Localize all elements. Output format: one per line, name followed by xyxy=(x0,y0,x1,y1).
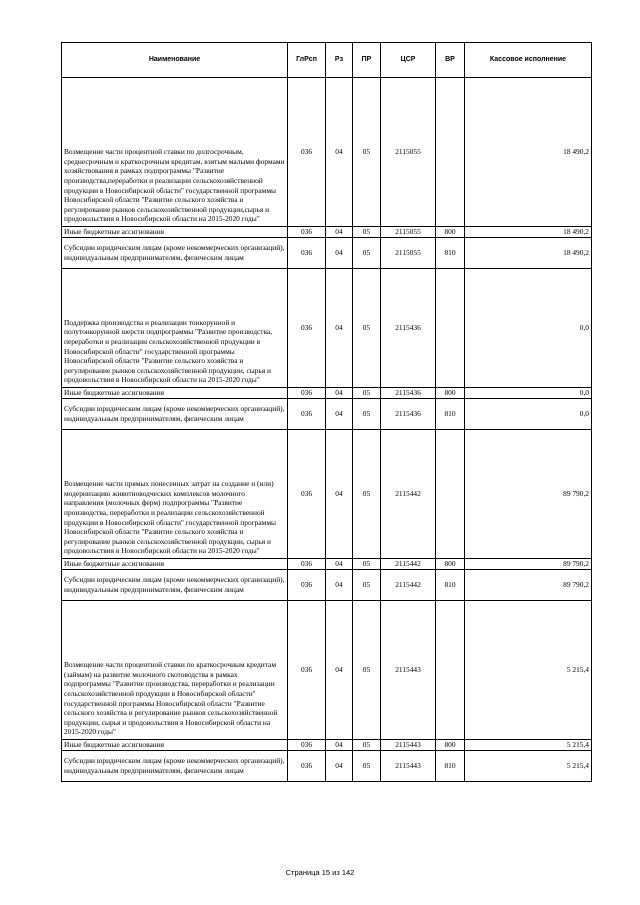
row-name: Поддержка производства и реализации тонкорунной и полутонкорунной шерсти подпрограммы "Развитие производства, переработки и реализации сельскохозяйственной продукции в Новосибирской области" государственной программы Новосибирской области "Развитие сельского хозяйства и регулирование рынков сельскохозяйственной продукции, сырья и продовольствия в Новосибирской области на 2015-2020 годы" xyxy=(62,269,288,388)
row-pr: 05 xyxy=(353,78,381,227)
row-vr: 800 xyxy=(436,559,465,570)
row-pr: 05 xyxy=(353,399,381,430)
row-csr: 2115055 xyxy=(381,238,436,269)
row-glrsp: 036 xyxy=(288,740,326,751)
row-glrsp: 036 xyxy=(288,388,326,399)
col-header-name: Наименование xyxy=(62,43,288,78)
table-row xyxy=(62,78,592,227)
col-header-vr: ВР xyxy=(436,43,465,78)
page-number: Страница 15 из 142 xyxy=(285,868,355,877)
row-rz: 04 xyxy=(326,570,353,601)
row-pr: 05 xyxy=(353,559,381,570)
row-csr: 2115443 xyxy=(381,751,436,782)
row-name: Субсидии юридическим лицам (кроме некоммерческих организаций), индивидуальным предпринимателям, физическим лицам xyxy=(62,751,288,782)
row-value: 0,0 xyxy=(465,388,592,399)
row-rz: 04 xyxy=(326,559,353,570)
row-csr: 2115442 xyxy=(381,430,436,559)
row-glrsp: 036 xyxy=(288,559,326,570)
row-vr: 800 xyxy=(436,740,465,751)
row-csr: 2115442 xyxy=(381,559,436,570)
row-pr: 05 xyxy=(353,601,381,740)
row-rz: 04 xyxy=(326,238,353,269)
table-row xyxy=(62,559,592,570)
row-name: Возмещение части прямых понесенных затрат на создание и (или) модернизацию животноводческих комплексов молочного направления (молочных ферм) подпрограммы "Развитие производства, переработки и реализации сельскохозяйственной продукции в Новосибирской области" государственной программы Новосибирской области "Развитие сельского хозяйства и регулирование рынков сельскохозяйственной продукции, сырья и продовольствия в Новосибирской области на 2015-2020 годы" xyxy=(62,430,288,559)
row-vr: 810 xyxy=(436,238,465,269)
row-vr xyxy=(436,269,465,388)
row-name: Иные бюджетные ассигнования xyxy=(62,227,288,238)
row-pr: 05 xyxy=(353,227,381,238)
row-name: Субсидии юридическим лицам (кроме некоммерческих организаций), индивидуальным предпринимателям, физическим лицам xyxy=(62,399,288,430)
row-csr: 2115055 xyxy=(381,227,436,238)
row-csr: 2115436 xyxy=(381,399,436,430)
row-rz: 04 xyxy=(326,601,353,740)
row-value: 18 490,2 xyxy=(465,227,592,238)
row-pr: 05 xyxy=(353,751,381,782)
budget-table xyxy=(61,42,592,782)
row-vr xyxy=(436,601,465,740)
row-value: 0,0 xyxy=(465,269,592,388)
table-row xyxy=(62,269,592,388)
row-vr: 810 xyxy=(436,570,465,601)
row-name: Возмещение части процентной ставки по краткосрочным кредитам (займам) на развитие молочного скотоводства в рамках подпрограммы "Развитие производства, переработки и реализации сельскохозяйственной продукции в Новосибирской области" государственной программы Новосибирской области "Развитие сельского хозяйства и регулирование рынков сельскохозяйственной продукции, сырья и продовольствия в Новосибирской области на 2015-2020 годы" xyxy=(62,601,288,740)
row-csr: 2115436 xyxy=(381,388,436,399)
row-value: 89 790,2 xyxy=(465,430,592,559)
row-pr: 05 xyxy=(353,269,381,388)
row-value: 5 215,4 xyxy=(465,751,592,782)
row-vr xyxy=(436,430,465,559)
row-vr: 800 xyxy=(436,388,465,399)
row-rz: 04 xyxy=(326,751,353,782)
row-vr: 810 xyxy=(436,751,465,782)
row-csr: 2115055 xyxy=(381,78,436,227)
row-value: 89 790,2 xyxy=(465,559,592,570)
row-rz: 04 xyxy=(326,388,353,399)
table-row xyxy=(62,601,592,740)
row-name: Иные бюджетные ассигнования xyxy=(62,559,288,570)
row-vr: 800 xyxy=(436,227,465,238)
col-header-rz: Рз xyxy=(326,43,353,78)
table-row xyxy=(62,751,592,782)
col-header-glrsp: ГлРсп xyxy=(288,43,326,78)
col-header-csr: ЦСР xyxy=(381,43,436,78)
row-name: Иные бюджетные ассигнования xyxy=(62,388,288,399)
table-row xyxy=(62,430,592,559)
row-rz: 04 xyxy=(326,430,353,559)
row-glrsp: 036 xyxy=(288,430,326,559)
row-rz: 04 xyxy=(326,740,353,751)
row-pr: 05 xyxy=(353,388,381,399)
row-glrsp: 036 xyxy=(288,238,326,269)
row-glrsp: 036 xyxy=(288,78,326,227)
row-rz: 04 xyxy=(326,227,353,238)
row-glrsp: 036 xyxy=(288,751,326,782)
table-row xyxy=(62,227,592,238)
table-row xyxy=(62,238,592,269)
table-row xyxy=(62,570,592,601)
table-row xyxy=(62,388,592,399)
row-pr: 05 xyxy=(353,430,381,559)
row-value: 5 215,4 xyxy=(465,740,592,751)
row-value: 0,0 xyxy=(465,399,592,430)
row-csr: 2115443 xyxy=(381,601,436,740)
row-pr: 05 xyxy=(353,238,381,269)
row-pr: 05 xyxy=(353,740,381,751)
row-rz: 04 xyxy=(326,269,353,388)
row-csr: 2115442 xyxy=(381,570,436,601)
row-glrsp: 036 xyxy=(288,399,326,430)
col-header-exec: Кассовое исполнение xyxy=(465,43,592,78)
row-csr: 2115443 xyxy=(381,740,436,751)
table-header-row xyxy=(62,43,592,78)
row-value: 18 490,2 xyxy=(465,238,592,269)
row-glrsp: 036 xyxy=(288,269,326,388)
row-value: 5 215,4 xyxy=(465,601,592,740)
row-name: Субсидии юридическим лицам (кроме некоммерческих организаций), индивидуальным предпринимателям, физическим лицам xyxy=(62,238,288,269)
row-value: 18 490,2 xyxy=(465,78,592,227)
row-value: 89 790,2 xyxy=(465,570,592,601)
table-row xyxy=(62,399,592,430)
row-glrsp: 036 xyxy=(288,601,326,740)
row-name: Субсидии юридическим лицам (кроме некоммерческих организаций), индивидуальным предпринимателям, физическим лицам xyxy=(62,570,288,601)
row-rz: 04 xyxy=(326,399,353,430)
row-glrsp: 036 xyxy=(288,570,326,601)
row-name: Иные бюджетные ассигнования xyxy=(62,740,288,751)
row-vr: 810 xyxy=(436,399,465,430)
row-csr: 2115436 xyxy=(381,269,436,388)
row-glrsp: 036 xyxy=(288,227,326,238)
row-pr: 05 xyxy=(353,570,381,601)
table-row xyxy=(62,740,592,751)
row-rz: 04 xyxy=(326,78,353,227)
row-name: Возмещение части процентной ставки по долгосрочным, среднесрочным и краткосрочным кредитам, взятым малыми формами хозяйствования в рамках подпрограммы "Развитие производства,переработки и реализации сельскохозяйственной продукции в Новосибирской области" государственной программы Новосибирской области "Развитие сельского хозяйства и регулирование рынков сельскохозяйственной продукции,сырья и продовольствия в Новосибирской области на 2015-2020 годы" xyxy=(62,78,288,227)
col-header-pr: ПР xyxy=(353,43,381,78)
row-vr xyxy=(436,78,465,227)
